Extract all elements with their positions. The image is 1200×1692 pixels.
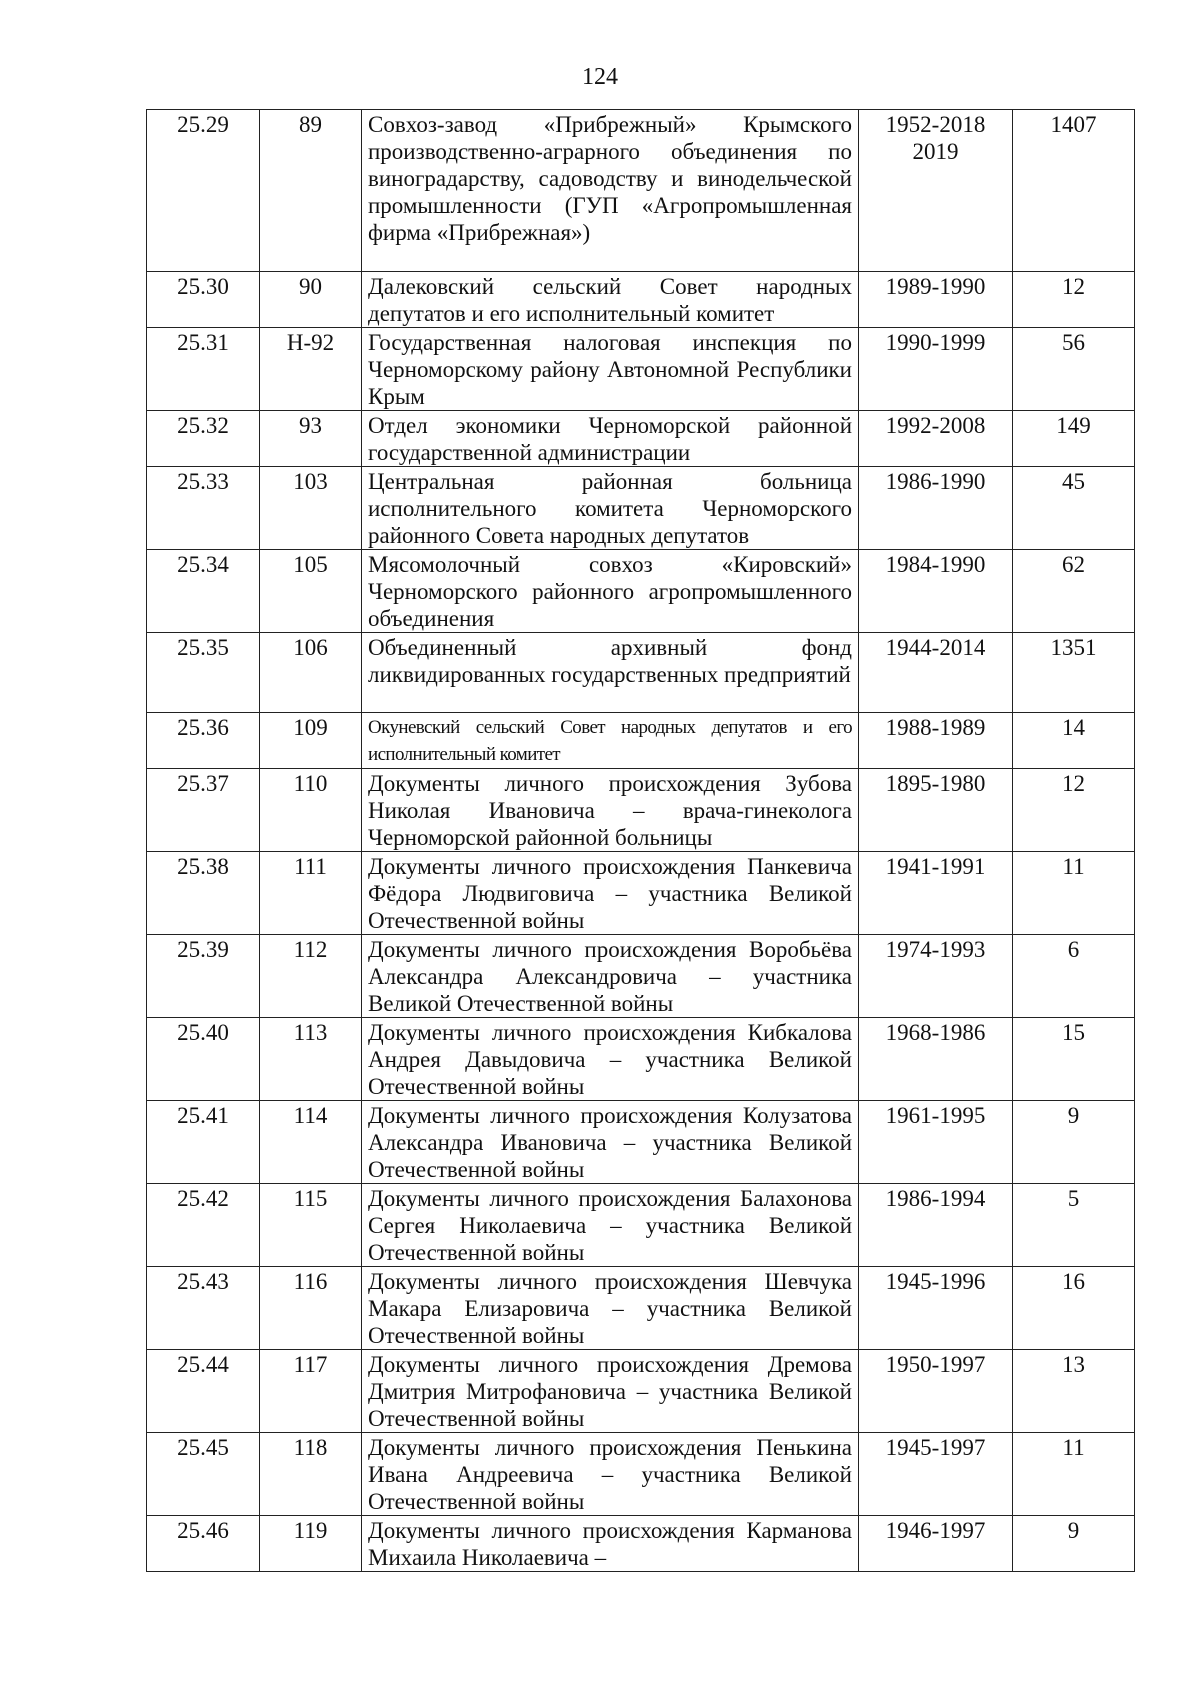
registry-body <box>147 110 1135 1572</box>
years-value: 1968-1986 <box>885 1020 986 1045</box>
years-cell <box>859 633 1013 713</box>
fund-number-cell: 90 <box>260 272 362 328</box>
row-number-cell: 25.30 <box>147 272 260 328</box>
fund-number-cell: 109 <box>260 713 362 769</box>
row-number-cell: 25.38 <box>147 852 260 935</box>
table-row <box>147 1350 1135 1433</box>
table-row <box>147 467 1135 550</box>
table-row <box>147 1516 1135 1572</box>
fund-number-cell: 119 <box>260 1516 362 1572</box>
table-row <box>147 1184 1135 1267</box>
item-count-cell: 6 <box>1013 935 1135 1018</box>
item-count-cell: 56 <box>1013 328 1135 411</box>
row-number-cell: 25.39 <box>147 935 260 1018</box>
fund-number-cell: 112 <box>260 935 362 1018</box>
row-number-cell: 25.34 <box>147 550 260 633</box>
years-value: 1986-1994 <box>885 1186 986 1211</box>
years-cell <box>859 1184 1013 1267</box>
years-cell <box>859 1516 1013 1572</box>
item-count-cell: 14 <box>1013 713 1135 769</box>
years-cell <box>859 935 1013 1018</box>
fund-number-cell: 111 <box>260 852 362 935</box>
fund-title-cell: Окуневский сельский Совет народных депутатов и его исполнительный комитет <box>362 713 859 769</box>
years-value: 1945-1996 <box>885 1269 986 1294</box>
row-number-cell: 25.40 <box>147 1018 260 1101</box>
table-row <box>147 935 1135 1018</box>
years-value: 1950-1997 <box>885 1352 986 1377</box>
fund-title-cell: Государственная налоговая инспекция по Черноморскому району Автономной Республики Крым <box>362 328 859 411</box>
fund-title-cell: Документы личного происхождения Шевчука Макара Елизаровича – участника Великой Отечественной войны <box>362 1267 859 1350</box>
fund-title-cell: Документы личного происхождения Зубова Николая Ивановича – врача-гинеколога Черноморской районной больницы <box>362 769 859 852</box>
fund-title-cell: Документы личного происхождения Колузатова Александра Ивановича – участника Великой Отечественной войны <box>362 1101 859 1184</box>
table-row <box>147 1433 1135 1516</box>
row-number-cell: 25.42 <box>147 1184 260 1267</box>
page-number: 124 <box>582 64 618 90</box>
years-cell <box>859 1018 1013 1101</box>
fund-number-cell: 116 <box>260 1267 362 1350</box>
years-value: 1952-2018 <box>885 112 986 137</box>
years-cell <box>859 713 1013 769</box>
table-row <box>147 1018 1135 1101</box>
years-cell <box>859 411 1013 467</box>
row-number-cell: 25.32 <box>147 411 260 467</box>
years-value: 1986-1990 <box>885 469 986 494</box>
years-value: 1989-1990 <box>885 274 986 299</box>
years-value: 1946-1997 <box>885 1518 986 1543</box>
item-count-cell: 5 <box>1013 1184 1135 1267</box>
row-number-cell: 25.43 <box>147 1267 260 1350</box>
row-number-cell: 25.44 <box>147 1350 260 1433</box>
item-count-cell: 16 <box>1013 1267 1135 1350</box>
years-cell <box>859 110 1013 272</box>
row-number-cell: 25.46 <box>147 1516 260 1572</box>
table-row <box>147 769 1135 852</box>
item-count-cell: 12 <box>1013 769 1135 852</box>
fund-number-cell: 114 <box>260 1101 362 1184</box>
years-cell <box>859 550 1013 633</box>
fund-number-cell: Н-92 <box>260 328 362 411</box>
row-number-cell: 25.31 <box>147 328 260 411</box>
fund-title-cell: Документы личного происхождения Пенькина Ивана Андреевича – участника Великой Отечественной войны <box>362 1433 859 1516</box>
fund-title-cell: Документы личного происхождения Панкевича Фёдора Людвиговича – участника Великой Отечественной войны <box>362 852 859 935</box>
fund-title-cell: Документы личного происхождения Кибкалова Андрея Давыдовича – участника Великой Отечественной войны <box>362 1018 859 1101</box>
fund-number-cell: 103 <box>260 467 362 550</box>
fund-number-cell: 117 <box>260 1350 362 1433</box>
fund-title-cell: Совхоз-завод «Прибрежный» Крымского производственно-аграрного объединения по виноградарству, садоводству и винодельческой промышленности (ГУП «Агропромышленная фирма «Прибрежная») <box>362 110 859 272</box>
table-row <box>147 1101 1135 1184</box>
fund-title-cell: Документы личного происхождения Балахонова Сергея Николаевича – участника Великой Отечественной войны <box>362 1184 859 1267</box>
fund-title-cell: Документы личного происхождения Дремова Дмитрия Митрофановича – участника Великой Отечественной войны <box>362 1350 859 1433</box>
table-row <box>147 411 1135 467</box>
fund-number-cell: 105 <box>260 550 362 633</box>
item-count-cell: 9 <box>1013 1101 1135 1184</box>
fund-number-cell: 110 <box>260 769 362 852</box>
fund-title-cell: Мясомолочный совхоз «Кировский» Черноморского районного агропромышленного объединения <box>362 550 859 633</box>
years-cell <box>859 1267 1013 1350</box>
item-count-cell: 12 <box>1013 272 1135 328</box>
fund-number-cell: 89 <box>260 110 362 272</box>
table-row <box>147 713 1135 769</box>
table-row <box>147 852 1135 935</box>
years-value: 1992-2008 <box>885 413 986 438</box>
years-cell <box>859 1101 1013 1184</box>
fund-number-cell: 115 <box>260 1184 362 1267</box>
fund-number-cell: 106 <box>260 633 362 713</box>
years-value: 1990-1999 <box>885 330 986 355</box>
row-number-cell: 25.29 <box>147 110 260 272</box>
item-count-cell: 45 <box>1013 467 1135 550</box>
table-row <box>147 328 1135 411</box>
table-row <box>147 550 1135 633</box>
fund-title-cell: Далековский сельский Совет народных депутатов и его исполнительный комитет <box>362 272 859 328</box>
fund-number-cell: 113 <box>260 1018 362 1101</box>
item-count-cell: 1351 <box>1013 633 1135 713</box>
years-cell <box>859 769 1013 852</box>
table-row <box>147 272 1135 328</box>
fund-title-cell: Документы личного происхождения Воробьёва Александра Александровича – участника Великой Отечественной войны <box>362 935 859 1018</box>
item-count-cell: 15 <box>1013 1018 1135 1101</box>
fund-title-cell: Документы личного происхождения Карманова Михаила Николаевича – <box>362 1516 859 1572</box>
fund-registry-table <box>146 109 1135 1572</box>
row-number-cell: 25.45 <box>147 1433 260 1516</box>
years-value: 1941-1991 <box>885 854 986 879</box>
row-number-cell: 25.36 <box>147 713 260 769</box>
item-count-cell: 13 <box>1013 1350 1135 1433</box>
years-value: 1974-1993 <box>885 937 986 962</box>
years-value: 1988-1989 <box>885 715 986 740</box>
fund-number-cell: 93 <box>260 411 362 467</box>
years-value: 1895-1980 <box>885 771 986 796</box>
row-number-cell: 25.37 <box>147 769 260 852</box>
item-count-cell: 11 <box>1013 1433 1135 1516</box>
years-cell <box>859 467 1013 550</box>
years-value: 2019 <box>912 139 959 164</box>
fund-title-cell: Объединенный архивный фонд ликвидированных государственных предприятий <box>362 633 859 713</box>
item-count-cell: 149 <box>1013 411 1135 467</box>
years-cell <box>859 272 1013 328</box>
years-cell <box>859 1350 1013 1433</box>
years-cell <box>859 328 1013 411</box>
fund-title-cell: Отдел экономики Черноморской районной государственной администрации <box>362 411 859 467</box>
item-count-cell: 1407 <box>1013 110 1135 272</box>
table-row <box>147 1267 1135 1350</box>
fund-number-cell: 118 <box>260 1433 362 1516</box>
table-row <box>147 110 1135 272</box>
years-value: 1961-1995 <box>885 1103 986 1128</box>
item-count-cell: 62 <box>1013 550 1135 633</box>
item-count-cell: 11 <box>1013 852 1135 935</box>
row-number-cell: 25.33 <box>147 467 260 550</box>
fund-title-cell: Центральная районная больница исполнительного комитета Черноморского районного Совета народных депутатов <box>362 467 859 550</box>
row-number-cell: 25.41 <box>147 1101 260 1184</box>
years-cell <box>859 1433 1013 1516</box>
row-number-cell: 25.35 <box>147 633 260 713</box>
years-value: 1984-1990 <box>885 552 986 577</box>
years-value: 1945-1997 <box>885 1435 986 1460</box>
item-count-cell: 9 <box>1013 1516 1135 1572</box>
years-value: 1944-2014 <box>885 635 986 660</box>
table-row <box>147 633 1135 713</box>
years-cell <box>859 852 1013 935</box>
